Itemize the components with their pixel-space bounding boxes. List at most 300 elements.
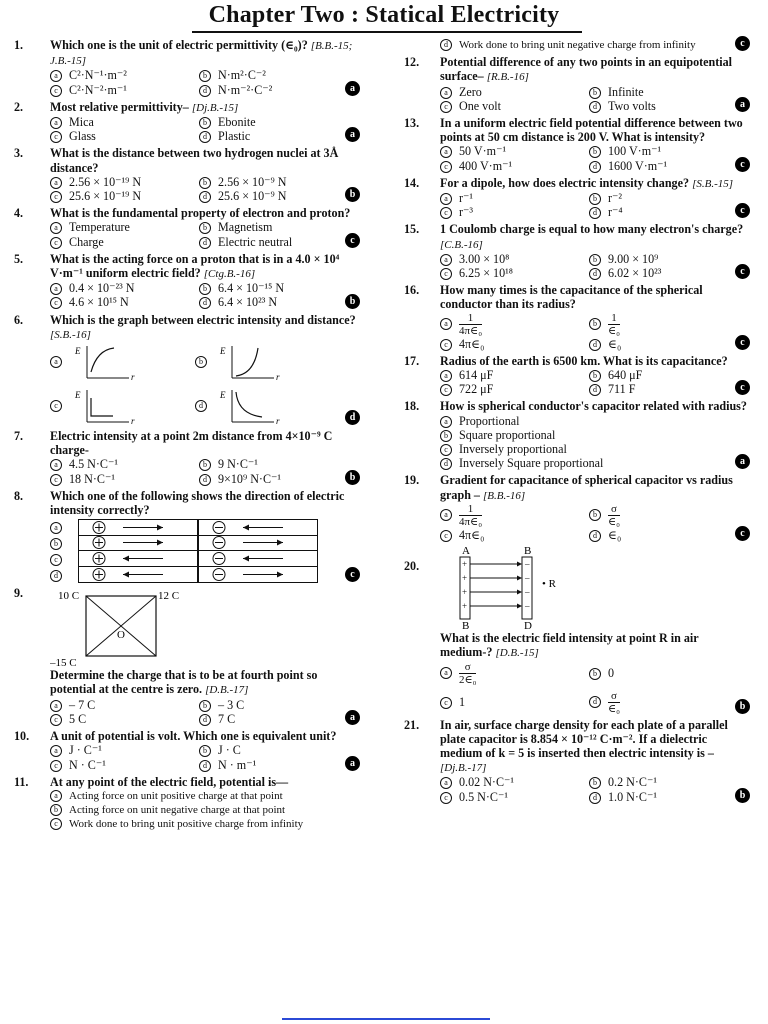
option-letter: a (50, 117, 62, 129)
option-letter: d (199, 474, 211, 486)
option-b (199, 698, 340, 712)
option-text: 0.2 N·C⁻¹ (608, 775, 657, 790)
question-11-continued (404, 38, 750, 52)
answer-badge: c (735, 36, 750, 51)
question-number: 4. (14, 206, 24, 221)
option-c (440, 99, 581, 113)
board-reference: [S.B.-15] (692, 177, 734, 190)
option-c (50, 235, 191, 249)
question-number: 5. (14, 251, 24, 266)
option-c (440, 442, 730, 456)
option-letter: d (589, 207, 601, 219)
option-letter: c (440, 792, 452, 804)
option-letter: a (50, 70, 62, 82)
option-text: 6.02 × 10²³ (608, 266, 662, 281)
option-letter: c (440, 101, 452, 113)
negative-charge-cell (198, 519, 318, 536)
option-letter: c (50, 818, 62, 830)
option-c (440, 790, 581, 804)
option-letter: c (50, 400, 62, 412)
option-letter: b (50, 804, 62, 816)
question-number: 8. (14, 488, 24, 503)
option-c (440, 382, 581, 396)
option-letter: d (440, 39, 452, 51)
answer-badge: b (345, 294, 360, 309)
option-b (589, 503, 730, 528)
axis-label-r: r (276, 372, 280, 383)
option-letter: b (589, 318, 601, 330)
question-text: Gradient for capacitance of spherical capacitor vs radius graph – (440, 473, 733, 502)
question-text: Electric intensity at a point 2m distance from 4×10⁻⁹ C charge- (50, 429, 333, 458)
option-text: Inversely proportional (459, 442, 567, 457)
option-letter: a (440, 254, 452, 266)
options (440, 414, 750, 471)
answer-badge: b (735, 788, 750, 803)
graph-option-a (50, 342, 195, 382)
option-c (440, 266, 581, 280)
option-b (199, 115, 340, 129)
page-title: Chapter Two : Statical Electricity (208, 2, 560, 28)
option-letter: b (589, 193, 601, 205)
answer-badge: a (735, 454, 750, 469)
option-text: 722 μF (459, 382, 494, 397)
option-letter: c (50, 191, 62, 203)
option-letter: b (589, 370, 601, 382)
option-letter: b (589, 777, 601, 789)
option-b (589, 85, 730, 99)
option-letter: b (589, 509, 601, 521)
svg-text:+: + (462, 587, 468, 598)
option-a (440, 252, 581, 266)
option-letter: c (440, 530, 452, 542)
option-a (50, 175, 191, 189)
option-b (589, 312, 730, 337)
option-c (440, 695, 581, 709)
fraction-denominator: ∈₀ (608, 324, 620, 337)
answer-badge: a (735, 97, 750, 112)
options (50, 115, 360, 143)
corner-charge-label: –15 C (50, 657, 77, 669)
option-text: C²·N⁻²·m⁻¹ (69, 82, 127, 97)
graph-d-inverse-square (214, 386, 294, 426)
question-number: 14. (404, 175, 420, 190)
footer-link-underline (282, 1018, 490, 1020)
plate-label: B (462, 620, 470, 632)
option-letter: c (440, 207, 452, 219)
option-text: 25.6 × 10⁻⁹ N (218, 189, 287, 204)
question-number: 17. (404, 353, 420, 368)
options (50, 68, 360, 96)
question-text: Which is the graph between electric intensity and distance? (50, 312, 356, 327)
option-letter: c (440, 444, 452, 456)
option-d (589, 382, 730, 396)
option-letter: a (50, 459, 62, 471)
option-text: 1.0 N·C⁻¹ (608, 789, 657, 804)
axis-label-r: r (276, 416, 280, 427)
option-letter: b (199, 70, 211, 82)
square-charge-diagram (50, 586, 200, 668)
option-letter: b (589, 87, 601, 99)
answer-badge: c (735, 264, 750, 279)
option-a (440, 503, 581, 528)
svg-text:+: + (462, 601, 468, 612)
board-reference: [S.B.-16] (50, 328, 91, 341)
option-c (50, 295, 191, 309)
question-text: In a uniform electric field potential difference between two points at 50 cm distance is 200 V. What is intensity? (440, 116, 743, 145)
answer-badge: c (735, 203, 750, 218)
option-text: Magnetism (218, 220, 273, 235)
question-number: 9. (14, 586, 24, 601)
question-3 (14, 146, 360, 203)
option-text: Inversely Square proportional (459, 456, 604, 471)
option-letter: b (589, 146, 601, 158)
question-text: What is the electric field intensity at point R in air medium-? (440, 631, 699, 660)
graph-option-d (195, 386, 340, 426)
option-a (50, 698, 191, 712)
option-letter: d (589, 161, 601, 173)
positive-charge-cell (78, 551, 198, 567)
option-text: r⁻⁴ (608, 205, 623, 220)
option-text: 1600 V·m⁻¹ (608, 158, 668, 173)
svg-text:+: + (462, 573, 468, 584)
option-letter: a (440, 416, 452, 428)
question-1 (14, 38, 360, 97)
board-reference: [D.B.-15] (495, 647, 539, 660)
option-c (50, 817, 340, 831)
fraction-denominator: ∈₀ (608, 702, 620, 715)
option-letter: b (195, 356, 207, 368)
option-b (589, 775, 730, 789)
option-letter: c (440, 161, 452, 173)
option-text: 1 (459, 694, 466, 709)
option-d (440, 456, 730, 470)
option-a (440, 368, 581, 382)
option-letter: a (50, 283, 62, 295)
option-letter: a (440, 87, 452, 99)
option-d (589, 159, 730, 173)
option-letter: d (199, 714, 211, 726)
question-17 (404, 354, 750, 397)
option-text: One volt (459, 98, 501, 113)
options (440, 312, 750, 351)
option-text: r⁻¹ (459, 191, 474, 206)
option-b (589, 666, 730, 680)
option-b (589, 191, 730, 205)
option-letter: b (199, 745, 211, 757)
option-text: Glass (69, 129, 96, 144)
option-letter: b (50, 538, 62, 550)
option-letter: c (50, 474, 62, 486)
option-d (199, 712, 340, 726)
question-text: How is spherical conductor's capacitor related with radius? (440, 399, 747, 414)
option-text: 7 C (218, 711, 236, 726)
options (50, 281, 360, 309)
graph-a-decreasing (69, 342, 149, 382)
right-column (404, 38, 750, 807)
option-letter: b (199, 283, 211, 295)
options (440, 775, 750, 803)
option-text: – 3 C (218, 697, 245, 712)
option-d (199, 129, 340, 143)
option-letter: c (440, 697, 452, 709)
option-a (440, 414, 730, 428)
answer-badge: b (345, 470, 360, 485)
positive-charge-cell (78, 567, 198, 583)
board-reference: [R.B.-16] (486, 71, 529, 84)
question-7 (14, 429, 360, 486)
option-text: 0.4 × 10⁻²³ N (69, 281, 135, 296)
axis-label-e: E (75, 390, 81, 401)
option-letter: d (195, 400, 207, 412)
option-b (589, 368, 730, 382)
question-text: A unit of potential is volt. Which one is equivalent unit? (50, 729, 337, 744)
option-d (199, 83, 340, 97)
option-text: 5 C (69, 711, 87, 726)
option-a (440, 191, 581, 205)
question-number: 1. (14, 38, 24, 52)
option-text: 6.25 × 10¹⁸ (459, 266, 513, 281)
question-15 (404, 222, 750, 280)
option-letter: a (50, 700, 62, 712)
question-number: 21. (404, 717, 420, 732)
option-c (440, 337, 581, 351)
option-text: 711 F (608, 382, 636, 397)
question-8 (14, 489, 360, 583)
option-d (589, 205, 730, 219)
board-reference: [Ctg.B.-16] (203, 268, 256, 281)
option-a (50, 457, 191, 471)
question-19 (404, 473, 750, 542)
question-9 (14, 586, 360, 726)
options (50, 789, 360, 832)
option-b (199, 281, 340, 295)
question-text: Most relative permittivity– (50, 99, 189, 114)
option-letter: a (440, 370, 452, 382)
option-letter: a (50, 522, 62, 534)
option-a (50, 220, 191, 234)
option-c (50, 472, 191, 486)
graph-c-step (69, 386, 149, 426)
graph-b-increasing (214, 342, 294, 382)
options (440, 38, 750, 52)
option-text: Ebonite (218, 115, 256, 130)
svg-text:+: + (462, 559, 468, 570)
answer-badge: a (345, 81, 360, 96)
option-text: Work done to bring unit negative charge from infinity (459, 39, 696, 51)
option-c (50, 129, 191, 143)
option-letter: d (440, 458, 452, 470)
answer-badge: b (345, 187, 360, 202)
question-number: 12. (404, 55, 420, 70)
option-d (589, 528, 730, 542)
fraction-numerator: σ (608, 690, 620, 703)
question-16 (404, 283, 750, 351)
question-2 (14, 100, 360, 144)
question-number: 13. (404, 116, 420, 131)
board-reference: [B.B.-16] (483, 489, 526, 502)
question-text: For a dipole, how does electric intensity change? (440, 175, 690, 190)
option-c (50, 189, 191, 203)
question-text: What is the fundamental property of electron and proton? (50, 206, 351, 221)
option-letter: b (199, 117, 211, 129)
option-b (440, 428, 730, 442)
axis-label-r: r (131, 372, 135, 383)
option-text: – 7 C (69, 697, 96, 712)
question-text: Determine the charge that is to be at fourth point so potential at the centre is zero. (50, 668, 318, 697)
option-letter: d (589, 792, 601, 804)
option-text: Charge (69, 234, 104, 249)
question-11 (14, 775, 360, 832)
option-d (589, 690, 730, 715)
question-number: 16. (404, 283, 420, 298)
parallel-plate-diagram (440, 545, 580, 631)
option-d (199, 189, 340, 203)
option-letter: d (589, 384, 601, 396)
negative-charge-cell (198, 551, 318, 567)
question-number: 18. (404, 399, 420, 414)
option-letter: b (199, 700, 211, 712)
positive-charge-cell (78, 535, 198, 551)
option-text: 4.6 × 10¹⁵ N (69, 295, 129, 310)
option-letter: c (50, 760, 62, 772)
option-c (440, 528, 581, 542)
fraction-denominator: 4π∈₀ (459, 515, 483, 528)
option-text: J · C (218, 743, 241, 758)
question-5 (14, 252, 360, 310)
svg-text:–: – (525, 559, 530, 570)
option-letter: d (50, 570, 62, 582)
answer-badge: c (735, 157, 750, 172)
options (50, 220, 360, 248)
option-letter: d (199, 237, 211, 249)
board-reference: [C.B.-16] (440, 238, 483, 251)
point-r-label: • R (542, 578, 556, 591)
option-text: Plastic (218, 129, 251, 144)
option-text: Mica (69, 115, 94, 130)
option-letter: a (440, 193, 452, 205)
fraction-denominator: ∈₀ (608, 515, 620, 528)
board-reference: [Dj.B.-15] (191, 101, 239, 114)
question-20 (404, 545, 750, 714)
positive-charge-cell (78, 519, 198, 536)
question-21 (404, 718, 750, 804)
option-text: 4.5 N·C⁻¹ (69, 457, 118, 472)
option-text: 9.00 × 10⁹ (608, 251, 659, 266)
options (50, 743, 360, 771)
option-text: 4π∈₀ (459, 527, 485, 542)
option-c (50, 712, 191, 726)
options (440, 85, 750, 113)
answer-badge: a (345, 710, 360, 725)
option-letter: c (440, 384, 452, 396)
option-letter: b (589, 254, 601, 266)
board-reference: [D.B.-17] (205, 684, 249, 697)
board-reference: [B.B.-15; J.B.-15] (50, 40, 353, 68)
option-text: r⁻³ (459, 205, 474, 220)
option-a (50, 743, 191, 757)
board-reference: [Dj.B.-17] (440, 762, 487, 775)
option-text: Proportional (459, 413, 520, 428)
option-letter: c (440, 268, 452, 280)
option-b (50, 803, 340, 817)
option-text: J · C⁻¹ (69, 743, 102, 758)
option-letter: d (199, 131, 211, 143)
question-number: 20. (404, 559, 420, 574)
option-d (589, 790, 730, 804)
option-text: Acting force on unit positive charge at that point (69, 789, 283, 802)
corner-charge-label: 10 C (58, 590, 80, 603)
option-text: ∈₀ (608, 336, 622, 351)
graph-option-c (50, 386, 195, 426)
option-c (50, 758, 191, 772)
option-c (440, 205, 581, 219)
left-column (14, 38, 360, 832)
question-number: 15. (404, 222, 420, 237)
plate-label: B (524, 545, 532, 558)
option-letter: d (199, 191, 211, 203)
option-a (50, 68, 191, 82)
question-number: 10. (14, 729, 30, 744)
option-letter: c (50, 297, 62, 309)
option-a (440, 85, 581, 99)
option-letter: d (589, 101, 601, 113)
question-4 (14, 206, 360, 249)
option-b (589, 144, 730, 158)
option-b (589, 252, 730, 266)
option-text: 614 μF (459, 368, 494, 383)
options (440, 252, 750, 280)
option-letter: d (199, 760, 211, 772)
fraction-numerator: σ (608, 503, 620, 516)
answer-badge: a (345, 756, 360, 771)
fraction-numerator: 1 (459, 312, 482, 325)
option-d (199, 235, 340, 249)
question-text: How many times is the capacitance of the spherical conductor than its radius? (440, 283, 703, 312)
option-letter: a (440, 146, 452, 158)
options (50, 698, 360, 726)
option-text: Zero (459, 84, 482, 99)
option-a (440, 144, 581, 158)
axis-label-e: E (75, 346, 81, 357)
fraction-denominator: 4π∈₀ (459, 324, 483, 337)
question-text: At any point of the electric field, potential is— (50, 774, 289, 789)
option-text: 9 N·C⁻¹ (218, 457, 258, 472)
option-c (440, 159, 581, 173)
option-letter: a (50, 177, 62, 189)
question-number: 3. (14, 146, 24, 161)
option-letter: d (589, 696, 601, 708)
svg-text:–: – (525, 601, 530, 612)
direction-row-b (50, 535, 360, 551)
options (440, 661, 750, 715)
option-text: Work done to bring unit positive charge from infinity (69, 818, 304, 831)
options (440, 191, 750, 219)
option-text: 4π∈₀ (459, 336, 485, 351)
graph-options (50, 342, 360, 426)
option-text: N · m⁻¹ (218, 757, 257, 772)
option-letter: d (199, 297, 211, 309)
option-letter: b (199, 459, 211, 471)
option-letter: d (589, 268, 601, 280)
question-14 (404, 176, 750, 220)
option-letter: b (199, 222, 211, 234)
option-a (440, 661, 581, 686)
answer-badge: c (735, 335, 750, 350)
option-text: 2.56 × 10⁻⁹ N (218, 174, 287, 189)
option-d (589, 337, 730, 351)
option-letter: b (440, 430, 452, 442)
option-text: 25.6 × 10⁻¹⁹ N (69, 189, 142, 204)
